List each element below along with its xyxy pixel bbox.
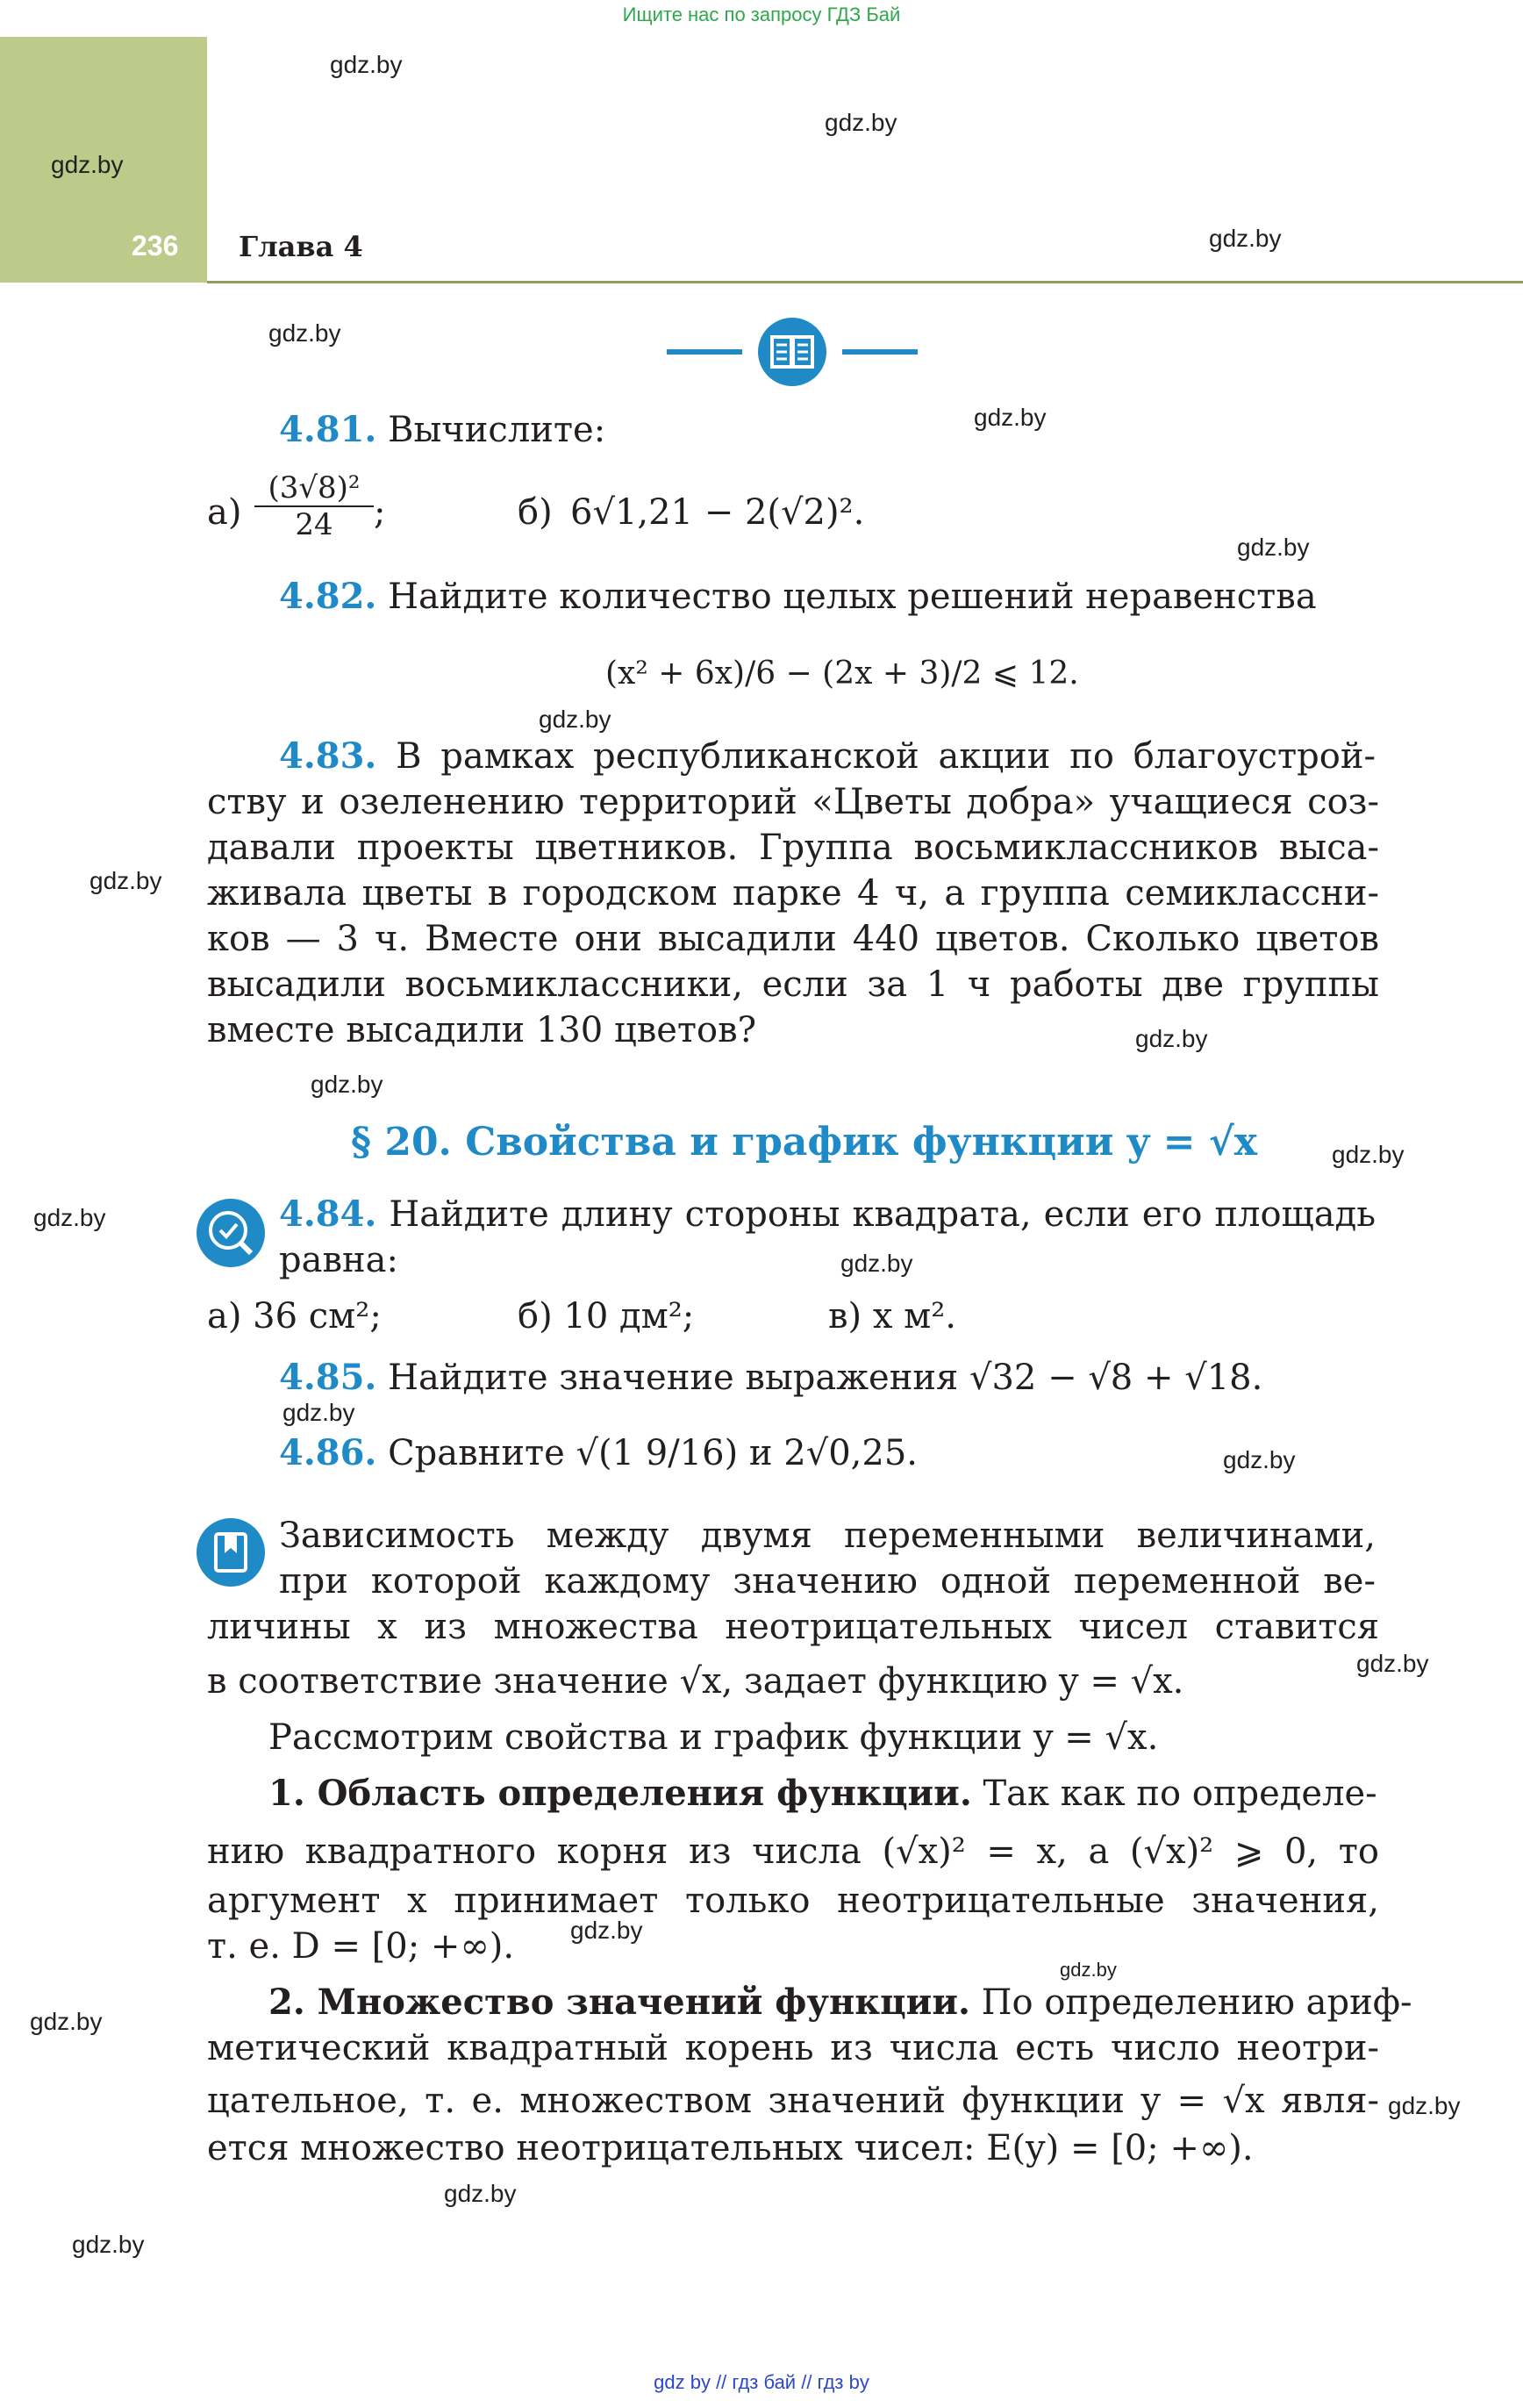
watermark: gdz.by [539, 706, 611, 733]
watermark: gdz.by [311, 1071, 383, 1098]
task-text: Вычислите: [388, 410, 606, 450]
task-number: 4.86. [279, 1432, 377, 1473]
watermark: gdz.by [1223, 1446, 1296, 1473]
chapter-title: Глава 4 [239, 230, 363, 263]
task-483-line [279, 734, 1376, 779]
property-text: По определению ариф- [981, 1982, 1412, 2023]
task-number: 4.81. [279, 409, 377, 450]
watermark: gdz.by [268, 319, 341, 347]
divider-line-right [842, 349, 918, 355]
fraction-numerator: (3√8)² [254, 470, 374, 507]
definition-line: в соответствие значение √x, задает функцию y = √x. [207, 1661, 1184, 1702]
fraction-denominator: 24 [295, 507, 333, 542]
watermark: gdz.by [330, 51, 403, 78]
property-2-line: метический квадратный корень из числа есть число неотри- [207, 2028, 1379, 2068]
watermark: gdz.by [72, 2231, 145, 2258]
property-1 [268, 1771, 1376, 1817]
task-number: 4.85. [279, 1357, 377, 1398]
and-word: и [748, 1433, 773, 1473]
task-484 [279, 1192, 1376, 1237]
task-481-a-fraction [254, 470, 374, 542]
divider-line-left [667, 349, 742, 355]
watermark: gdz.by [33, 1204, 106, 1231]
watermark: gdz.by [444, 2180, 517, 2207]
task-484-a: а) 36 см²; [207, 1296, 382, 1337]
task-481-b-expr: 6√1,21 − 2(√2)². [570, 492, 865, 533]
watermark: gdz.by [570, 1917, 643, 1944]
task-text: Найдите длину стороны квадрата, если его площадь [389, 1194, 1376, 1235]
task-483-line: вместе высадили 130 цветов? [207, 1010, 757, 1050]
footer-links[interactable]: gdz by // гдз бай // гдз by [654, 2371, 869, 2393]
semicolon: ; [374, 492, 386, 533]
task-486 [279, 1430, 1376, 1476]
bookmark-book-icon [197, 1518, 265, 1587]
task-expr-2: 2√0,25. [783, 1433, 919, 1473]
property-text: Так как по определе- [983, 1774, 1377, 1814]
task-484-b: б) 10 дм²; [518, 1296, 695, 1337]
task-481-b-label: б) [518, 492, 553, 533]
property-2-line: цательное, т. е. множеством значений функции y = √x явля- [207, 2081, 1379, 2121]
property-1-line: аргумент x принимает только неотрицательные значения, [207, 1881, 1379, 1921]
watermark: gdz.by [1356, 1650, 1429, 1677]
watermark: gdz.by [51, 151, 124, 178]
definition-line: Зависимость между двумя переменными величинами, [279, 1516, 1376, 1556]
watermark: gdz.by [1135, 1025, 1208, 1052]
watermark: gdz.by [1060, 1959, 1117, 1981]
watermark: gdz.by [1209, 225, 1282, 252]
definition-line: при которой каждому значению одной переменной ве- [279, 1561, 1376, 1602]
magnifier-check-icon [197, 1199, 265, 1267]
task-483-line: давали проекты цветников. Группа восьмиклассников выса- [207, 828, 1379, 868]
property-2-line: ется множество неотрицательных чисел: E(y) = [0; +∞). [207, 2128, 1254, 2168]
intro-text: Рассмотрим свойства и график функции y = √x. [268, 1717, 1159, 1758]
watermark: gdz.by [89, 867, 162, 894]
task-text: Найдите значение выражения [388, 1358, 959, 1398]
property-1-line: т. е. D = [0; +∞). [207, 1926, 515, 1967]
task-number: 4.84. [279, 1193, 377, 1235]
task-482 [279, 574, 1376, 620]
task-481 [279, 407, 1376, 453]
watermark: gdz.by [1332, 1141, 1405, 1168]
task-484-text2: равна: [279, 1240, 398, 1280]
top-note: Ищите нас по запросу ГДЗ Бай [622, 4, 901, 25]
task-484-c: в) x м². [828, 1296, 956, 1337]
watermark: gdz.by [840, 1250, 913, 1277]
definition-line: личины x из множества неотрицательных чисел ставится [207, 1607, 1379, 1647]
property-2 [268, 1980, 1412, 2025]
property-title: 2. Множество значений функции. [268, 1982, 970, 2023]
task-number: 4.83. [279, 735, 377, 777]
section-title: § 20. Свойства и график функции y = √x [351, 1120, 1257, 1165]
property-title: 1. Область определения функции. [268, 1773, 972, 1814]
task-text: Сравните [388, 1433, 565, 1473]
task-expr-1: √(1 9/16) [576, 1433, 739, 1473]
open-book-icon [758, 318, 826, 386]
header-rule [207, 281, 1523, 283]
task-483-line: ков — 3 ч. Вместе они высадили 440 цветов. Сколько цветов [207, 919, 1379, 959]
task-482-inequality: (x² + 6x)/6 − (2x + 3)/2 ⩽ 12. [605, 656, 1079, 692]
task-number: 4.82. [279, 576, 377, 617]
task-text: Найдите количество целых решений неравенства [388, 577, 1317, 617]
task-text: В рамках республиканской акции по благоустрой- [396, 736, 1376, 777]
task-485 [279, 1355, 1376, 1401]
watermark: gdz.by [1237, 534, 1310, 561]
page-number: 236 [132, 230, 179, 262]
watermark: gdz.by [1388, 2092, 1461, 2119]
task-483-line: высадили восьмиклассники, если за 1 ч работы две группы [207, 964, 1379, 1005]
task-483-line: ству и озеленению территорий «Цветы добра» учащиеся соз- [207, 782, 1379, 822]
watermark: gdz.by [282, 1399, 355, 1426]
task-481-a-label: а) [207, 492, 242, 533]
watermark: gdz.by [974, 404, 1047, 431]
task-483-line: живала цветы в городском парке 4 ч, а группа семиклассни- [207, 873, 1379, 914]
watermark: gdz.by [30, 2008, 103, 2035]
property-1-line: нию квадратного корня из числа (√x)² = x, а (√x)² ⩾ 0, то [207, 1831, 1379, 1872]
task-expr: √32 − √8 + √18. [969, 1358, 1263, 1398]
watermark: gdz.by [825, 109, 897, 136]
